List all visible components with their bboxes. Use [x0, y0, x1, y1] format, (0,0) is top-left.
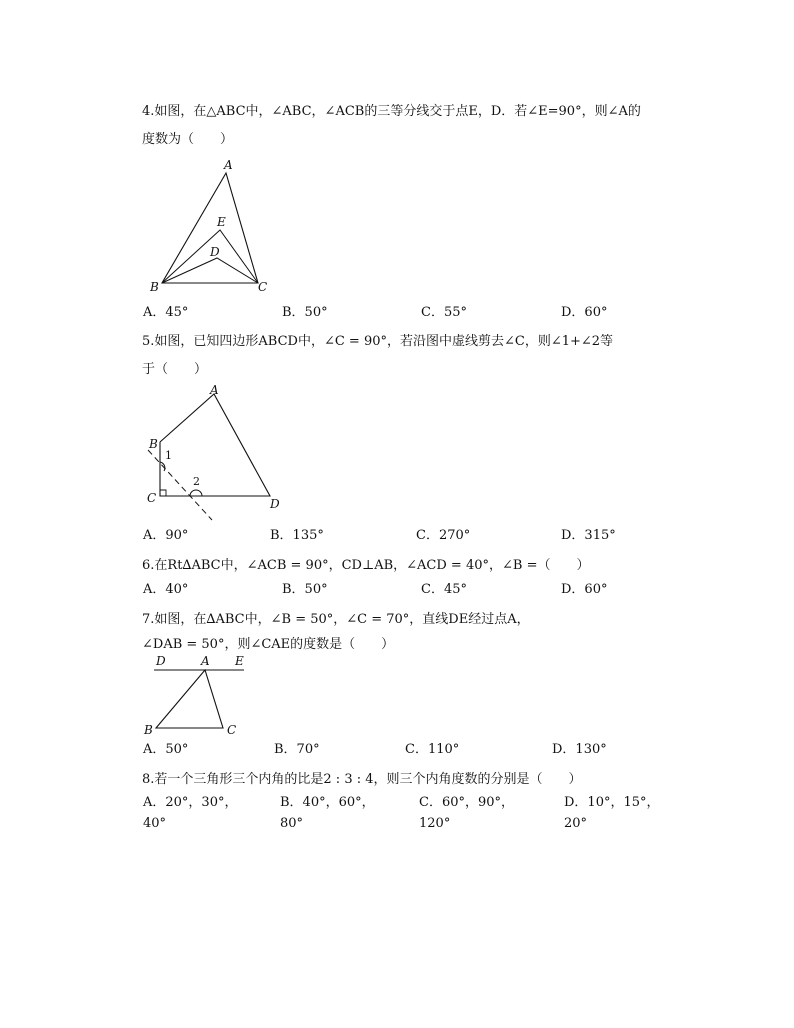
q4-option-a[interactable]: A．45° — [143, 305, 189, 320]
q5-label-a: A — [210, 383, 219, 397]
q7-label-e: E — [235, 654, 244, 668]
q5-option-d[interactable]: D．315° — [561, 528, 616, 543]
q4-stem-line2: 度数为（ ） — [142, 132, 234, 147]
q6-option-b[interactable]: B．50° — [282, 582, 328, 597]
q8-option-b[interactable] — [280, 794, 375, 833]
q8-option-a-line2: 40° — [143, 816, 167, 831]
q5-label-d: D — [270, 497, 280, 511]
q8-option-c-line1: C．60°，90°， — [419, 795, 515, 810]
q7-label-d: D — [156, 654, 166, 668]
q5-label-2: 2 — [193, 475, 200, 488]
q8-option-a-line1: A．20°，30°， — [143, 795, 238, 810]
q7-option-b[interactable]: B．70° — [274, 742, 320, 757]
q5-option-b[interactable]: B．135° — [270, 528, 324, 543]
q7-label-c: C — [227, 723, 237, 737]
q7-figure — [140, 650, 260, 740]
q5-label-c: C — [147, 491, 157, 505]
q5-label-1: 1 — [165, 449, 172, 462]
q7-stem-line2: ∠DAB = 50°，则∠CAE的度数是（ ） — [142, 637, 395, 652]
q7-stem-line1: 7.如图，在∆ABC中，∠B = 50°，∠C = 70°，直线DE经过点A， — [142, 612, 530, 627]
q8-option-c-line2: 120° — [419, 816, 451, 831]
q4-label-b: B — [150, 280, 159, 294]
q5-label-b: B — [149, 437, 158, 451]
q7-label-b: B — [144, 723, 153, 737]
q7-option-a[interactable]: A．50° — [143, 742, 189, 757]
q7-label-a: A — [201, 654, 210, 668]
q8-option-d-line1: D．10°，15°， — [564, 795, 660, 810]
q4-triangle-abc — [162, 173, 258, 283]
q8-option-d-line2: 20° — [564, 816, 588, 831]
q4-option-d[interactable]: D．60° — [561, 305, 608, 320]
q5-option-c[interactable]: C．270° — [416, 528, 471, 543]
q4-option-b[interactable]: B．50° — [282, 305, 328, 320]
q4-figure — [140, 155, 280, 295]
q5-figure — [140, 380, 290, 525]
q4-label-a: A — [224, 158, 233, 172]
q8-option-d[interactable] — [564, 794, 660, 833]
q5-stem-line2: 于（ ） — [142, 362, 208, 377]
q5-right-angle-mark — [160, 490, 166, 496]
q8-stem-line1: 8.若一个三角形三个内角的比是2 : 3 : 4，则三个内角度数的分别是（ ） — [142, 772, 582, 787]
q4-label-c: C — [258, 280, 268, 294]
q7-triangle-abc — [156, 670, 223, 728]
q4-label-d: D — [210, 245, 220, 259]
q5-angle2-arc — [190, 490, 202, 496]
q5-option-a[interactable]: A．90° — [143, 528, 189, 543]
q4-label-e: E — [217, 215, 226, 229]
q5-stem-line1: 5.如图，已知四边形ABCD中，∠C = 90°，若沿图中虚线剪去∠C，则∠1+∠2等 — [142, 334, 614, 349]
q6-option-d[interactable]: D．60° — [561, 582, 608, 597]
q8-option-b-line1: B．40°，60°， — [280, 795, 375, 810]
q8-option-c[interactable] — [419, 794, 514, 833]
q6-stem-line1: 6.在Rt∆ABC中，∠ACB = 90°，CD⊥AB，∠ACD = 40°，∠B =（ ） — [142, 558, 590, 573]
q8-option-a[interactable] — [143, 794, 237, 833]
q7-option-c[interactable]: C．110° — [405, 742, 460, 757]
q4-stem-line1: 4.如图，在△ABC中，∠ABC，∠ACB的三等分线交于点E，D．若∠E=90°，则∠A的 — [142, 104, 641, 119]
q6-option-a[interactable]: A．40° — [143, 582, 189, 597]
q7-option-d[interactable]: D．130° — [552, 742, 607, 757]
q4-option-c[interactable]: C．55° — [421, 305, 467, 320]
q6-option-c[interactable]: C．45° — [421, 582, 467, 597]
q5-cut-line — [148, 450, 212, 520]
q8-option-b-line2: 80° — [280, 816, 304, 831]
